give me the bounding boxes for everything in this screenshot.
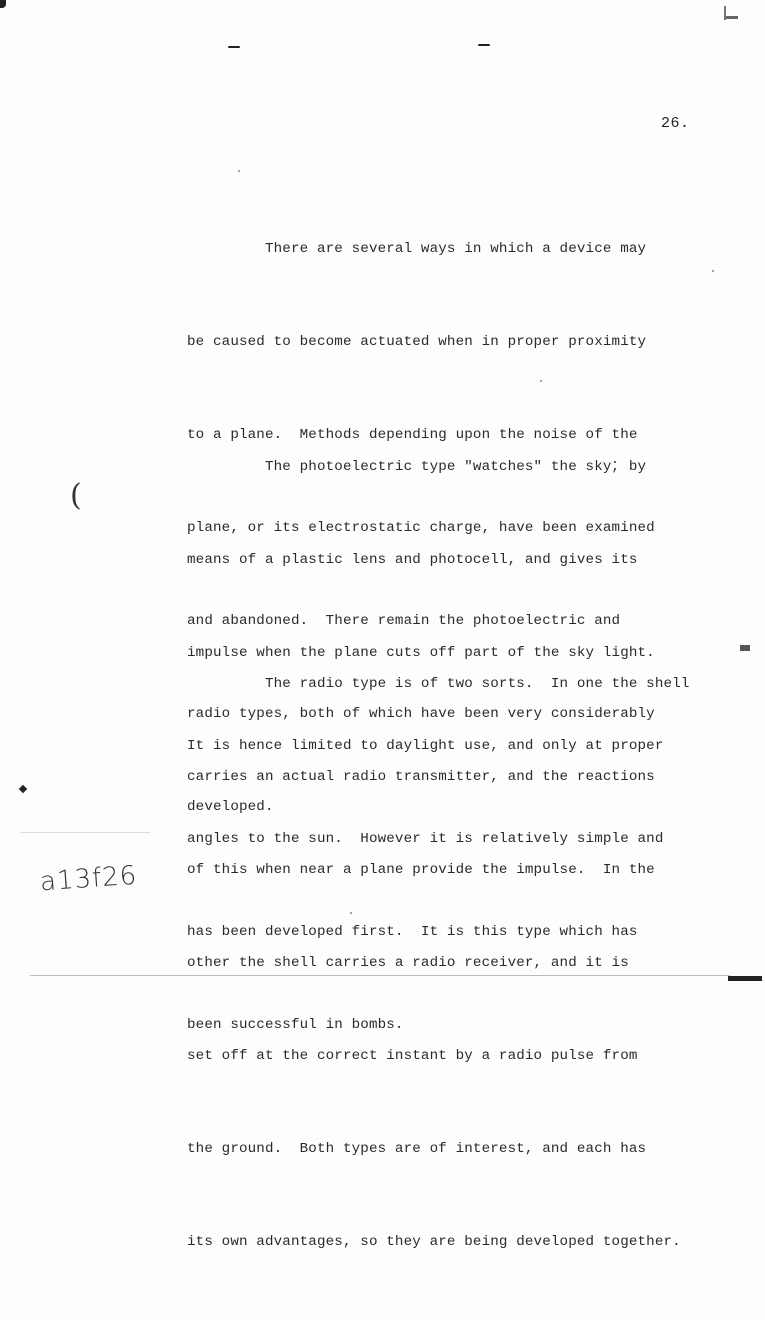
scan-artifact <box>478 44 490 46</box>
text-line: impulse when the plane cuts off part of the sky light. <box>187 645 655 661</box>
scan-artifact <box>19 785 27 793</box>
scan-artifact <box>726 16 738 19</box>
text-line: The photoelectric type "watches" the sky, by <box>187 459 647 475</box>
text-line: means of a plastic lens and photocell, and gives its <box>187 552 638 568</box>
text-line: It is hence limited to daylight use, and only at proper <box>187 738 664 754</box>
text-line: plane, or its electrostatic charge, have been examined <box>187 520 655 536</box>
text-line: be caused to become actuated when in proper proximity <box>187 334 647 350</box>
text-line: angles to the sun. However it is relatively simple and <box>187 831 664 847</box>
text-line: to a plane. Methods depending upon the noise of the <box>187 427 638 443</box>
paragraph-3 <box>187 607 717 1320</box>
text-line: carries an actual radio transmitter, and the reactions <box>187 769 655 785</box>
text-line: and abandoned. There remain the photoelectric and <box>187 613 621 629</box>
text-line: been successful in bombs. <box>187 1017 404 1033</box>
scan-artifact <box>728 976 762 981</box>
scan-edge-line <box>20 832 150 833</box>
text-line: of this when near a plane provide the impulse. In the <box>187 862 655 878</box>
text-line: other the shell carries a radio receiver, and it is <box>187 955 629 971</box>
scan-artifact <box>740 645 750 651</box>
text-line: There are several ways in which a device may <box>187 241 647 257</box>
text-line: the ground. Both types are of interest, and each has <box>187 1141 647 1157</box>
text-line: radio types, both of which have been very considerably <box>187 706 655 722</box>
scan-artifact <box>0 0 6 8</box>
text-line: has been developed first. It is this type which has <box>187 924 638 940</box>
text-line: developed. <box>187 799 274 815</box>
margin-mark: ( <box>70 478 82 513</box>
text-line: set off at the correct instant by a radio pulse from <box>187 1048 638 1064</box>
text-line: The radio type is of two sorts. In one the shell <box>187 676 690 692</box>
page-number: 26. <box>661 115 690 132</box>
text-line: its own advantages, so they are being developed together. <box>187 1234 681 1250</box>
handwritten-annotation: a13f26 <box>39 860 139 898</box>
scan-artifact <box>228 46 240 48</box>
